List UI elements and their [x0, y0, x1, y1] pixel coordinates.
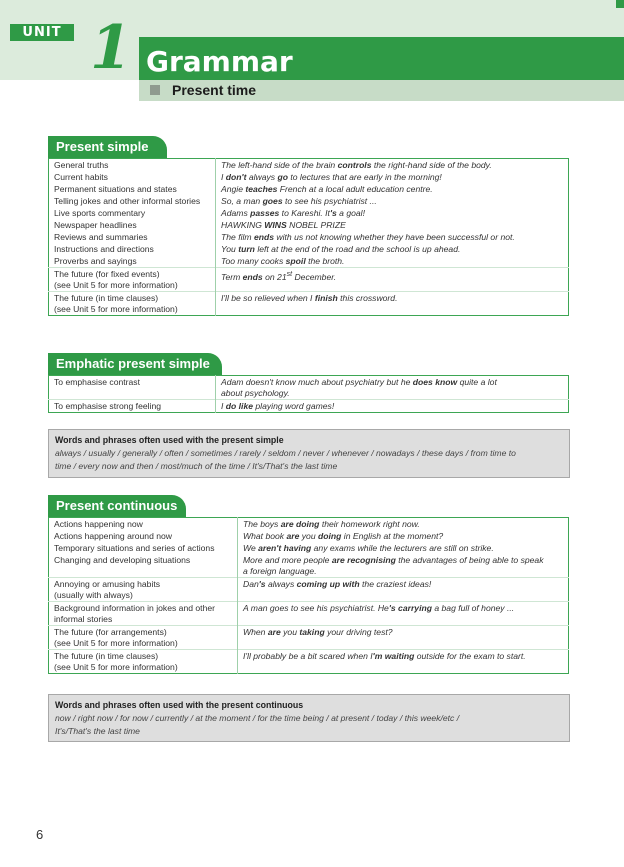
example-text: playing word games!	[253, 401, 335, 411]
use-cell	[49, 542, 238, 554]
use-cell	[49, 195, 216, 207]
table-row	[49, 650, 569, 674]
example-text: When	[243, 627, 268, 637]
example-text: you	[280, 627, 300, 637]
use-cell	[49, 626, 238, 650]
example-cell	[216, 159, 569, 172]
use-text: Proverbs and sayings	[54, 256, 137, 266]
use-cell	[49, 292, 216, 316]
example-text: their homework right now.	[319, 519, 420, 529]
section-heading-present-simple: Present simple	[48, 136, 167, 158]
example-verb: teaches	[245, 184, 278, 194]
use-text: To emphasise strong feeling	[54, 401, 162, 411]
example-cell	[216, 255, 569, 268]
example-cell	[216, 400, 569, 413]
table-row	[49, 159, 569, 172]
words-box-line: always / usually / generally / often / sometimes / rarely / seldom / never / whenever / nowadays / these days / from time to	[55, 448, 516, 458]
use-cell	[49, 554, 238, 578]
example-cell	[238, 650, 569, 674]
example-text: French at a local adult education centre.	[277, 184, 433, 194]
example-text: a foreign language.	[243, 566, 317, 576]
example-text: The boys	[243, 519, 281, 529]
example-text: quite a lot	[457, 377, 497, 387]
table-row	[49, 292, 569, 316]
use-note: (usually with always)	[54, 590, 133, 600]
use-cell	[49, 268, 216, 292]
example-text: st	[286, 271, 293, 278]
example-text: Angie	[221, 184, 246, 194]
use-text: The future (for arrangements)	[54, 627, 167, 637]
example-verb: are recognising	[331, 555, 396, 565]
example-verb: do like	[225, 401, 254, 411]
example-text: I	[221, 401, 226, 411]
example-text: Too many cooks	[221, 256, 286, 266]
present-simple-table	[48, 158, 569, 316]
example-text: I	[221, 172, 226, 182]
example-text: Dan	[243, 579, 259, 589]
example-verb: WINS	[264, 220, 287, 230]
words-box-present-simple	[48, 429, 570, 478]
use-cell	[49, 219, 216, 231]
example-text: NOBEL PRIZE	[286, 220, 346, 230]
use-text: Annoying or amusing habits	[54, 579, 161, 589]
example-verb: finish	[314, 293, 338, 303]
example-cell	[216, 219, 569, 231]
example-text: Adam doesn't know much about psychiatry but he	[221, 377, 413, 387]
table-row	[49, 219, 569, 231]
table-row	[49, 183, 569, 195]
use-text: Newspaper headlines	[54, 220, 137, 230]
example-verb: controls	[337, 160, 372, 170]
use-text: Live sports commentary	[54, 208, 146, 218]
corner-mark	[616, 0, 624, 8]
table-row	[49, 554, 569, 578]
table-row	[49, 530, 569, 542]
example-verb: doing	[318, 531, 342, 541]
example-verb: ends	[242, 271, 263, 282]
use-note: informal stories	[54, 614, 113, 624]
words-box-present-continuous	[48, 694, 570, 742]
example-text: A man goes to see his psychiatrist. He	[243, 603, 389, 613]
use-text: Reviews and summaries	[54, 232, 148, 242]
use-text: To emphasise contrast	[54, 377, 140, 387]
use-text: The future (for fixed events)	[54, 269, 160, 279]
example-text: you	[299, 531, 319, 541]
use-cell	[49, 231, 216, 243]
example-verb: coming up with	[296, 579, 360, 589]
example-verb: 'm waiting	[372, 651, 415, 661]
example-verb: aren't having	[258, 543, 312, 553]
example-text: about psychology.	[221, 388, 290, 398]
example-text: I'll probably be a bit scared when I	[243, 651, 373, 661]
example-text: in English at the moment?	[341, 531, 444, 541]
use-text: Actions happening around now	[54, 531, 173, 541]
table-row	[49, 255, 569, 268]
example-text: to see his psychiatrist ...	[282, 196, 377, 206]
unit-number: 1	[90, 13, 132, 83]
example-text: with us not knowing whether they have been successful or not.	[274, 232, 515, 242]
example-cell	[238, 554, 569, 578]
words-box-line: now / right now / for now / currently / at the moment / for the time being / at present / today / this week/etc /	[55, 713, 460, 723]
use-text: Changing and developing situations	[54, 555, 191, 565]
example-text: any exams while the lecturers are still on strike.	[311, 543, 494, 553]
example-text: the advantages of being able to speak	[395, 555, 544, 565]
use-text: Actions happening now	[54, 519, 143, 529]
table-row	[49, 243, 569, 255]
example-verb: 's	[329, 208, 337, 218]
example-text: this crossword.	[337, 293, 398, 303]
example-verb: does know	[412, 377, 458, 387]
use-text: Telling jokes and other informal stories	[54, 196, 201, 206]
use-note: (see Unit 5 for more information)	[54, 662, 178, 672]
example-text: the craziest ideas!	[359, 579, 432, 589]
example-verb: turn	[238, 244, 255, 254]
example-text: outside for the exam to start.	[414, 651, 526, 661]
use-note: (see Unit 5 for more information)	[54, 638, 178, 648]
use-text: The future (in time clauses)	[54, 293, 159, 303]
use-text: Current habits	[54, 172, 108, 182]
square-bullet-icon	[150, 85, 160, 95]
example-cell	[216, 171, 569, 183]
use-cell	[49, 530, 238, 542]
example-cell	[216, 243, 569, 255]
page-number: 6	[36, 827, 44, 842]
table-row	[49, 578, 569, 602]
example-cell	[238, 530, 569, 542]
emphatic-table	[48, 375, 569, 413]
example-cell	[216, 231, 569, 243]
example-verb: don't	[225, 172, 247, 182]
use-cell	[49, 243, 216, 255]
example-text: Term	[221, 271, 243, 282]
example-text: to Kareshi. It	[279, 208, 330, 218]
use-cell	[49, 578, 238, 602]
use-cell	[49, 518, 238, 531]
table-row	[49, 207, 569, 219]
example-verb: are doing	[280, 519, 320, 529]
example-text: your driving test?	[324, 627, 393, 637]
page-subtitle: Present time	[172, 82, 257, 98]
use-cell	[49, 183, 216, 195]
use-cell	[49, 255, 216, 268]
unit-label: UNIT	[10, 24, 74, 41]
example-cell	[216, 292, 569, 316]
example-text: the broth.	[305, 256, 345, 266]
example-text: HAWKING	[221, 220, 265, 230]
example-cell	[216, 183, 569, 195]
table-row	[49, 542, 569, 554]
use-cell	[49, 376, 216, 400]
section-heading-present-continuous: Present continuous	[48, 495, 186, 517]
present-continuous-table	[48, 517, 569, 674]
example-text: the right-hand side of the body.	[371, 160, 492, 170]
example-verb: taking	[299, 627, 325, 637]
example-text: The left-hand side of the brain	[221, 160, 338, 170]
table-row	[49, 195, 569, 207]
example-text: to lectures that are early in the morning!	[287, 172, 442, 182]
example-verb: goes	[262, 196, 283, 206]
use-cell	[49, 207, 216, 219]
page-title: Grammar	[146, 45, 293, 78]
example-text: We	[243, 543, 259, 553]
table-row	[49, 602, 569, 626]
use-note: (see Unit 5 for more information)	[54, 280, 178, 290]
example-verb: are	[267, 627, 281, 637]
example-text: The film	[221, 232, 254, 242]
use-text: The future (in time clauses)	[54, 651, 159, 661]
use-text: General truths	[54, 160, 109, 170]
words-box-line: It's/That's the last time	[55, 726, 140, 736]
example-text: on 21	[262, 271, 287, 282]
example-text: always	[246, 172, 278, 182]
example-cell	[216, 207, 569, 219]
example-verb: 's carrying	[388, 603, 432, 613]
use-text: Temporary situations and series of actions	[54, 543, 215, 553]
example-verb: ends	[253, 232, 275, 242]
example-text: So, a man	[221, 196, 263, 206]
example-cell	[216, 195, 569, 207]
use-text: Permanent situations and states	[54, 184, 177, 194]
use-cell	[49, 171, 216, 183]
use-cell	[49, 650, 238, 674]
example-verb: passes	[250, 208, 280, 218]
example-cell	[238, 542, 569, 554]
example-cell	[238, 518, 569, 531]
example-verb: are	[286, 531, 300, 541]
use-cell	[49, 400, 216, 413]
table-row	[49, 268, 569, 292]
example-text: You	[221, 244, 239, 254]
words-box-title: Words and phrases often used with the present simple	[55, 435, 284, 445]
example-text: More and more people	[243, 555, 332, 565]
words-box-line: time / every now and then / most/much of the time / It's/That's the last time	[55, 461, 338, 471]
example-cell	[238, 626, 569, 650]
example-text: What book	[243, 531, 287, 541]
table-row	[49, 376, 569, 400]
section-heading-emphatic: Emphatic present simple	[48, 353, 222, 375]
table-row	[49, 626, 569, 650]
words-box-title: Words and phrases often used with the present continuous	[55, 700, 304, 710]
use-text: Instructions and directions	[54, 244, 154, 254]
use-text: Background information in jokes and other	[54, 603, 215, 613]
table-row	[49, 400, 569, 413]
example-text: I'll be so relieved when I	[221, 293, 315, 303]
example-verb: go	[277, 172, 288, 182]
example-verb: spoil	[285, 256, 306, 266]
example-text: a goal!	[336, 208, 365, 218]
example-cell	[216, 268, 569, 292]
use-cell	[49, 602, 238, 626]
example-text: December.	[292, 271, 337, 282]
example-text: a bag full of honey ...	[431, 603, 515, 613]
use-cell	[49, 159, 216, 172]
example-cell	[216, 376, 569, 400]
example-text: always	[265, 579, 297, 589]
table-row	[49, 518, 569, 531]
table-row	[49, 171, 569, 183]
example-text: left at the end of the road and the school is up ahead.	[254, 244, 461, 254]
table-row	[49, 231, 569, 243]
example-cell	[238, 578, 569, 602]
example-cell	[238, 602, 569, 626]
example-text: Adams	[221, 208, 251, 218]
use-note: (see Unit 5 for more information)	[54, 304, 178, 314]
example-verb: 's	[258, 579, 266, 589]
